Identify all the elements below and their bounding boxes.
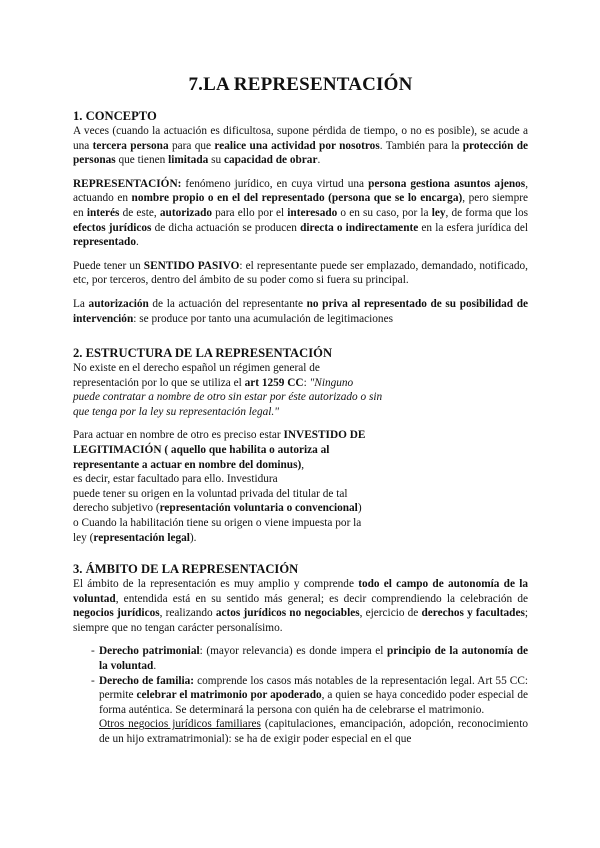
text-run: Puede tener un bbox=[73, 259, 144, 272]
text-run: . bbox=[135, 236, 139, 249]
text-line bbox=[73, 516, 528, 531]
bold-text: Derecho patrimonial bbox=[99, 645, 200, 658]
bold-text: principio de la autonomía de la voluntad bbox=[99, 645, 529, 672]
bold-text: tercera persona bbox=[92, 139, 169, 152]
section-ambito bbox=[73, 562, 528, 747]
text-line bbox=[73, 501, 528, 516]
text-run: ; siempre que no tengan carácter personalísimo. bbox=[73, 607, 529, 634]
text-run: . También para la bbox=[379, 139, 463, 152]
text-run: es decir, estar facultado para ello. Investidura bbox=[73, 473, 278, 486]
text-run: : se produce por tanto una acumulación de legitimaciones bbox=[133, 312, 393, 325]
bold-text: limitada bbox=[168, 154, 209, 167]
text-run: ley ( bbox=[73, 531, 94, 544]
bold-text: directa o indirectamente bbox=[300, 221, 419, 234]
text-run: ) bbox=[357, 502, 362, 515]
section-heading: 3. ÁMBITO DE LA REPRESENTACIÓN bbox=[73, 562, 299, 576]
paragraph-lines bbox=[73, 361, 528, 419]
text-line bbox=[73, 458, 528, 473]
bold-text: autorización bbox=[88, 297, 149, 310]
bold-text: capacidad de obrar bbox=[223, 154, 318, 167]
bold-text: representación legal bbox=[93, 531, 190, 544]
section-heading: 2. ESTRUCTURA DE LA REPRESENTACIÓN bbox=[73, 346, 333, 360]
text-run: , de forma que los bbox=[445, 206, 529, 219]
section-estructura bbox=[73, 346, 528, 545]
text-run: para que bbox=[168, 139, 215, 152]
text-run: , realizando bbox=[159, 607, 216, 620]
text-line bbox=[73, 443, 528, 458]
list-item bbox=[73, 644, 528, 673]
text-run: : el representante puede ser emplazado, demandado, notificado, etc, por terceros, dentro del ámbito de su poder como si fuera su principal. bbox=[73, 259, 528, 287]
paragraph-definition bbox=[73, 177, 528, 250]
bold-text: SENTIDO PASIVO bbox=[143, 259, 240, 272]
bold-text: derechos y facultades bbox=[421, 607, 525, 620]
bold-text: art 1259 CC bbox=[244, 376, 304, 389]
text-line bbox=[73, 361, 528, 376]
bold-text: representado bbox=[73, 236, 136, 249]
text-run: Para actuar en nombre de otro es preciso estar bbox=[73, 429, 284, 442]
list-item-continuation bbox=[99, 717, 528, 746]
paragraph-lines bbox=[73, 428, 528, 545]
text-run: El ámbito de la representación es muy amplio y comprende bbox=[73, 578, 359, 590]
italic-text: que tenga por la ley su representación legal." bbox=[73, 405, 279, 418]
page-title: 7.LA REPRESENTACIÓN bbox=[188, 74, 413, 95]
text-run: representación por lo que se utiliza el bbox=[73, 376, 245, 389]
text-run: fenómeno jurídico, en cuya virtud una bbox=[181, 177, 369, 190]
bold-text: protección de personas bbox=[73, 139, 529, 167]
text-run: en la esfera jurídica del bbox=[418, 221, 529, 234]
paragraph bbox=[73, 297, 528, 326]
text-run: , bbox=[301, 458, 305, 471]
text-run: : (mayor relevancia) es donde impera el bbox=[199, 645, 387, 658]
text-line bbox=[73, 376, 528, 391]
text-run: puede tener su origen en la voluntad privada del titular de tal bbox=[73, 487, 348, 500]
bold-text: realice una actividad por nosotros bbox=[214, 139, 380, 152]
text-run: No existe en el derecho español un régimen general de bbox=[73, 362, 320, 374]
text-run: : bbox=[303, 376, 310, 389]
text-run: que tienen bbox=[115, 154, 169, 167]
bold-text: nombre propio o en el del representado (persona que se lo encarga) bbox=[131, 192, 463, 205]
text-line bbox=[73, 472, 528, 487]
text-run: de la actuación del representante bbox=[148, 297, 307, 310]
bold-text: negocios jurídicos bbox=[73, 607, 160, 620]
text-run: su bbox=[208, 154, 224, 167]
text-run: para ello por el bbox=[212, 206, 288, 219]
text-run: (capitulaciones, emancipación, adopción, reconocimiento de un hijo extramatrimonial): se ha de exigir poder especial en el que bbox=[99, 718, 528, 745]
text-line bbox=[73, 531, 528, 546]
bold-text: LEGITIMACIÓN ( aquello que habilita o autoriza al bbox=[73, 443, 330, 456]
bold-text: ley bbox=[431, 206, 446, 219]
bold-text: persona gestiona asuntos ajenos bbox=[368, 177, 526, 190]
text-run: ). bbox=[189, 531, 197, 544]
bold-text: no priva al representado de su posibilidad de intervención bbox=[73, 297, 528, 325]
italic-text: puede contratar a nombre de otro sin estar por éste autorizado o sin bbox=[73, 391, 383, 404]
text-run: , entendida está en su sentido más general; es decir comprendiendo la celebración de bbox=[115, 592, 528, 605]
text-run: . bbox=[153, 659, 157, 672]
text-line bbox=[73, 487, 528, 502]
underlined-text: Otros negocios jurídicos familiares bbox=[99, 718, 261, 731]
bold-text: efectos jurídicos bbox=[73, 221, 152, 234]
bold-text: INVESTIDO DE bbox=[283, 429, 366, 442]
paragraph bbox=[73, 577, 528, 635]
bullet-list bbox=[73, 644, 528, 746]
bold-text: celebrar el matrimonio por apoderado bbox=[136, 689, 322, 702]
dash-marker: - bbox=[91, 674, 95, 687]
italic-text: "Ninguno bbox=[309, 376, 354, 389]
text-run: comprende los casos más notables de la representación legal. Art 55 CC: permite bbox=[99, 674, 529, 702]
dash-marker: - bbox=[91, 645, 95, 658]
list-item-text bbox=[99, 644, 528, 673]
bold-text: interesado bbox=[287, 206, 338, 219]
text-run: La bbox=[73, 297, 89, 310]
text-run: . bbox=[317, 154, 321, 167]
section-heading: 1. CONCEPTO bbox=[73, 109, 157, 123]
text-line bbox=[73, 428, 528, 443]
bold-text: Derecho de familia: bbox=[99, 674, 195, 687]
text-run: A veces (cuando la actuación es dificultosa, supone pérdida de tiempo, o no es posible), se acude a una bbox=[73, 125, 528, 152]
text-run: , a quien se haya concedido poder especial de forma auténtica. Se determinará la persona con quién ha de celebrarse el matrimonio. bbox=[99, 689, 529, 716]
list-item-text bbox=[99, 674, 528, 718]
text-run: de dicha actuación se producen bbox=[151, 221, 301, 234]
bold-text: representación voluntaria o convencional bbox=[159, 502, 358, 515]
text-line bbox=[73, 390, 528, 405]
paragraph bbox=[73, 259, 528, 288]
text-run: de este, bbox=[119, 206, 160, 219]
bold-text: autorizado bbox=[159, 206, 212, 219]
text-run: o en su caso, por la bbox=[337, 206, 432, 219]
bold-text: representante a actuar en nombre del dominus) bbox=[73, 458, 302, 471]
bold-text: REPRESENTACIÓN: bbox=[73, 177, 182, 190]
text-run: , actuando en bbox=[73, 177, 529, 205]
paragraph bbox=[73, 124, 528, 168]
bold-text: todo el campo de autonomía de la voluntad bbox=[73, 578, 528, 605]
list-item bbox=[73, 674, 528, 747]
text-run: , pero siempre en bbox=[73, 192, 528, 219]
text-run: , ejercicio de bbox=[359, 607, 422, 620]
text-run: derecho subjetivo ( bbox=[73, 502, 160, 515]
bold-text: interés bbox=[86, 206, 120, 219]
text-line bbox=[73, 405, 528, 420]
bold-text: actos jurídicos no negociables bbox=[215, 607, 360, 620]
section-concepto bbox=[73, 109, 528, 326]
text-run: o Cuando la habilitación tiene su origen o viene impuesta por la bbox=[73, 516, 362, 529]
